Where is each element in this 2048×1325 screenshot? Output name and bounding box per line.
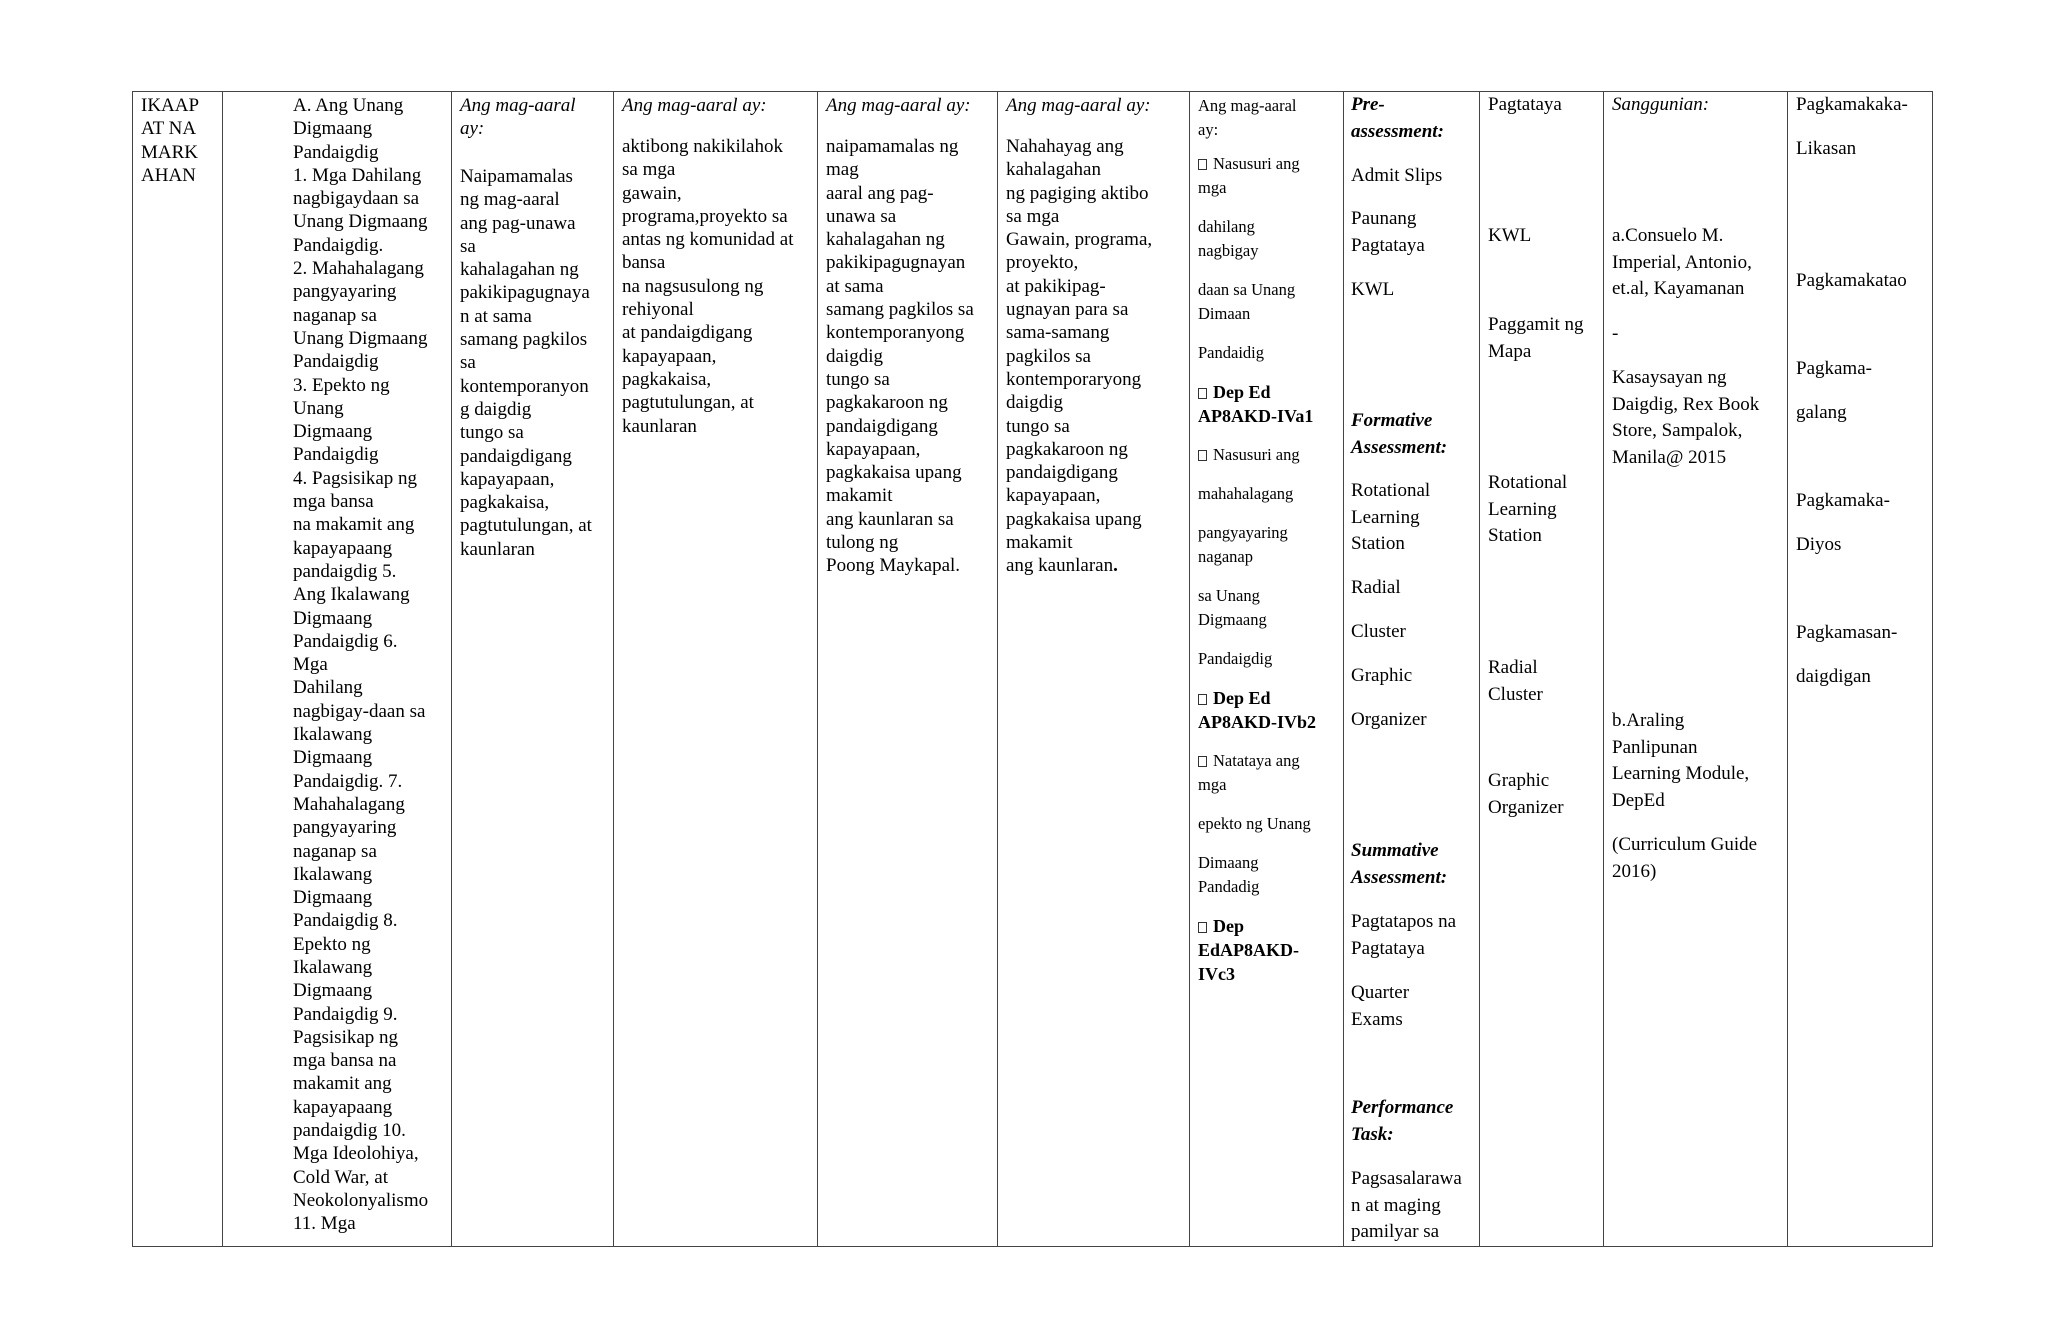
checkbox-icon <box>1198 694 1207 705</box>
content-standard-heading: Ang mag-aaral ay: <box>460 95 576 140</box>
performance-task-heading: Performance Task: <box>1351 1097 1454 1145</box>
activity-3: Paggamit ng Mapa <box>1488 314 1584 362</box>
pre-assessment-item-1: Admit Slips <box>1351 165 1443 186</box>
performance-task-item-1: Pagsasalarawa n at maging pamilyar sa <box>1351 1168 1462 1242</box>
values-competency-heading: Ang mag-aaral ay: <box>1006 95 1151 116</box>
core-value-3b: galang <box>1796 402 1847 423</box>
values-competency-text: Nahahayag ang kahalagahan ng pagiging aktibo sa mga Gawain, programa, proyekto, at pakikipag- ugnayan para sa sama-samang pagkilos sa kontemporaryong daigdig tungo sa pagkakaroon ng pandaigdigang kapayapaan, pagkakaisa upang makamit ang kaunlaran <box>1006 136 1153 577</box>
content-column <box>222 92 451 1246</box>
formative-item-4: Graphic <box>1351 665 1413 686</box>
core-value-4b: Diyos <box>1796 534 1842 555</box>
codes-heading: Ang mag-aaral ay: <box>1198 96 1297 139</box>
reference-2: Kasaysayan ng Daigdig, Rex Book Store, Sampalok, Manila@ 2015 <box>1612 367 1760 468</box>
code-item-a1: Nasusuri ang mga <box>1198 154 1300 197</box>
code-item-c3: Dimaang Pandadig <box>1198 853 1260 896</box>
summative-item-1: Pagtatapos na Pagtataya <box>1351 911 1457 959</box>
formative-item-5: Organizer <box>1351 709 1427 730</box>
reference-3: b.Araling Panlipunan Learning Module, DepEd <box>1612 710 1750 811</box>
formative-item-2: Radial <box>1351 577 1401 598</box>
activity-5: Radial Cluster <box>1488 657 1543 705</box>
checkbox-icon <box>1198 159 1207 170</box>
references-heading: Sanggunian: <box>1612 94 1710 115</box>
code-item-a3: daan sa Unang Dimaan <box>1198 280 1296 323</box>
content-topics: A. Ang Unang Digmaang Pandaigdig 1. Mga Dahilang nagbigaydaan sa Unang Digmaang Pandaigdig. 2. Mahahalagang pangyayaring naganap sa Unang Digmaang Pandaigdig 3. Epekto ng Unang Digmaang Pandaigdig 4. Pagsisikap ng mga bansa na makamit ang kapayapaang pandaigdig 5. Ang Ikalawang Digmaang Pandaigdig 6. Mga Dahilang nagbigay-daan sa Ikalawang Digmaang Pandaigdig. 7. Mahahalagang pangyayaring naganap sa Ikalawang Digmaang Pandaigdig 8. Epekto ng Ikalawang Digmaang Pandaigdig 9. Pagsisikap ng mga bansa na makamit ang kapayapaang pandaigdig 10. Mga Ideolohiya, Cold War, at Neokolonyalismo 11. Mga <box>293 95 429 1235</box>
summative-item-2: Quarter Exams <box>1351 982 1410 1030</box>
formative-item-3: Cluster <box>1351 621 1406 642</box>
reference-dash: - <box>1612 323 1619 344</box>
checkbox-icon <box>1198 922 1207 933</box>
pre-assessment-item-3: KWL <box>1351 279 1395 300</box>
checkbox-icon <box>1198 388 1207 399</box>
code-item-c2: epekto ng Unang <box>1198 814 1311 833</box>
code-item-b2: mahahalagang <box>1198 484 1294 503</box>
quarter-column <box>133 92 222 1246</box>
core-value-3: Pagkama- <box>1796 358 1872 379</box>
code-item-a2: dahilang nagbigay <box>1198 217 1259 260</box>
learning-competency-heading: Ang mag-aaral ay: <box>826 95 971 116</box>
activity-1: Pagtataya <box>1488 94 1562 115</box>
code-item-b4: sa Unang Digmaang <box>1198 586 1267 629</box>
references-column <box>1603 92 1787 1246</box>
pre-assessment-heading: Pre- assessment: <box>1351 94 1444 142</box>
pre-assessment-item-2: Paunang Pagtataya <box>1351 208 1425 256</box>
code-label-2: Dep Ed AP8AKD-IVb2 <box>1198 688 1317 732</box>
learning-competency-column <box>817 92 997 1246</box>
core-values-column <box>1787 92 1934 1246</box>
learning-competency-body: naipamamalas ng mag aaral ang pag- unawa sa kahalagahan ng pakikipagugnayan at sama samang pagkilos sa kontemporanyong daigdig tungo sa pagkakaroon ng pandaigdigang kapayapaan, pagkakaisa upang makamit ang kaunlaran sa tulong ng Poong Maykapal. <box>826 136 974 577</box>
core-value-1: Pagkamakaka- <box>1796 94 1908 115</box>
values-competency-column <box>997 92 1189 1246</box>
core-value-1b: Likasan <box>1796 138 1857 159</box>
summative-assessment-heading: Summative Assessment: <box>1351 840 1448 888</box>
content-standard-body: Naipamamalas ng mag-aaral ang pag-unawa sa kahalagahan ng pakikipagugnaya n at sama samang pagkilos sa kontemporanyon g daigdig tungo sa pandaigdigang kapayapaan, pagkakaisa, pagtutulungan, at kaunlaran <box>460 166 592 560</box>
activity-4: Rotational Learning Station <box>1488 472 1568 546</box>
formative-assessment-heading: Formative Assessment: <box>1351 410 1448 458</box>
code-label-1: Dep Ed AP8AKD-IVa1 <box>1198 382 1314 426</box>
code-item-c1: Natataya ang mga <box>1198 751 1300 794</box>
core-value-5: Pagkamasan- <box>1796 622 1898 643</box>
curriculum-table <box>132 91 1933 1247</box>
values-competency-body <box>1006 135 1152 578</box>
code-item-b1: Nasusuri ang <box>1198 443 1338 467</box>
code-item-b3: pangyayaring naganap <box>1198 523 1288 566</box>
code-item-a4: Pandaidig <box>1198 343 1264 362</box>
core-value-4: Pagkamaka- <box>1796 490 1890 511</box>
core-value-2: Pagkamakatao <box>1796 270 1907 291</box>
reference-1: a.Consuelo M. Imperial, Antonio, et.al, Kayamanan <box>1612 225 1752 299</box>
code-item-b5: Pandaigdig <box>1198 649 1273 668</box>
checkbox-icon <box>1198 756 1207 767</box>
assessment-column <box>1343 92 1479 1246</box>
performance-standard-column <box>613 92 817 1246</box>
codes-column <box>1189 92 1343 1246</box>
formative-item-1: Rotational Learning Station <box>1351 480 1431 554</box>
performance-standard-body: aktibong nakikilahok sa mga gawain, programa,proyekto sa antas ng komunidad at bansa na nagsusulong ng rehiyonal at pandaigdigang kapayapaan, pagkakaisa, pagtutulungan, at kaunlaran <box>622 136 794 437</box>
activities-column <box>1479 92 1603 1246</box>
code-label-3: Dep EdAP8AKD- IVc3 <box>1198 916 1300 984</box>
reference-4: (Curriculum Guide 2016) <box>1612 834 1758 882</box>
performance-standard-heading: Ang mag-aaral ay: <box>622 95 767 116</box>
core-value-5b: daigdigan <box>1796 666 1871 687</box>
activity-2: KWL <box>1488 225 1532 246</box>
quarter-label: IKAAP AT NA MARK AHAN <box>141 95 200 186</box>
checkbox-icon <box>1198 450 1207 461</box>
values-competency-end: . <box>1113 555 1118 577</box>
content-standard-column <box>451 92 613 1246</box>
activity-6: Graphic Organizer <box>1488 770 1564 818</box>
